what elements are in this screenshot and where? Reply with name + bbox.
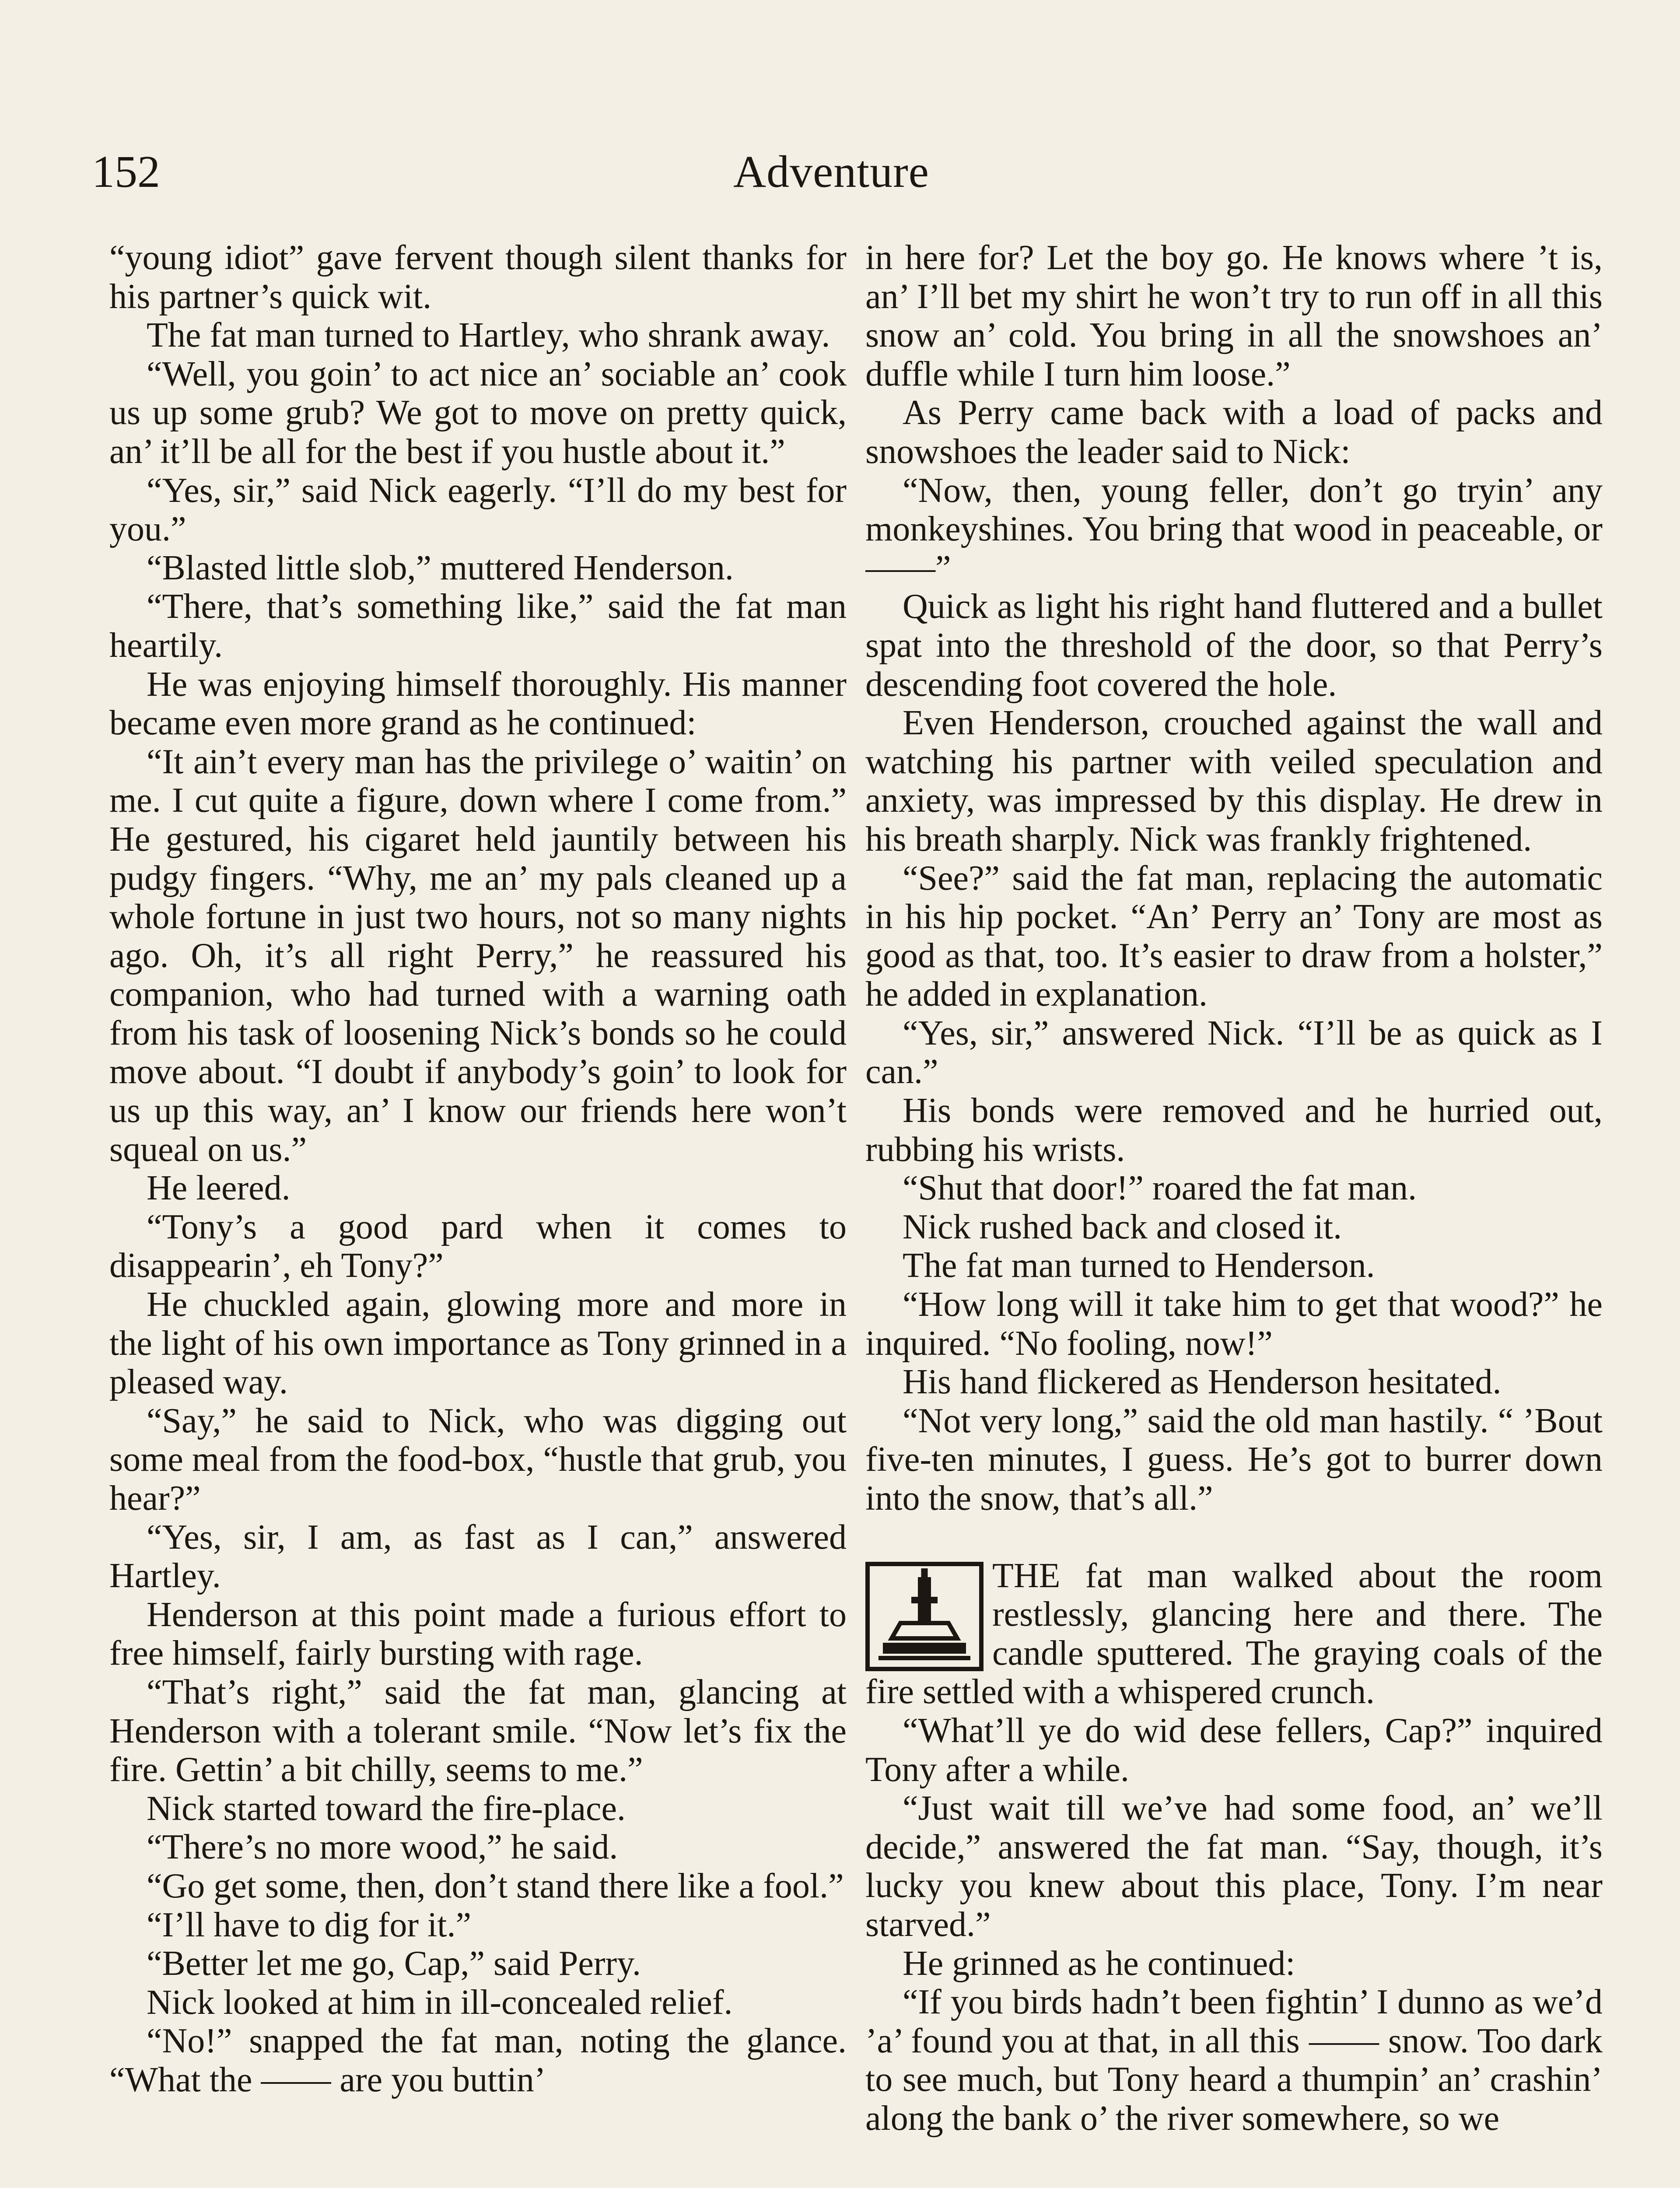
- paragraph-text: “Better let me go, Cap,” said Perry.: [147, 1944, 641, 1983]
- paragraph: [109, 2022, 847, 2099]
- paragraph: [865, 1246, 1603, 1285]
- paragraph-text: Nick rushed back and closed it.: [903, 1207, 1342, 1246]
- paragraph: [109, 549, 847, 588]
- paragraph-text: “Yes, sir,” said Nick eagerly. “I’ll do my best for you.”: [109, 471, 847, 549]
- paragraph: [109, 1983, 847, 2022]
- page-number: 152: [92, 147, 160, 197]
- paragraph-text: “Not very long,” said the old man hastily. “ ’Bout five-ten minutes, I guess. He’s got to burrer down into the snow, that’s all.”: [865, 1401, 1603, 1518]
- paragraph: [865, 1789, 1603, 1944]
- paragraph-text: “Say,” he said to Nick, who was digging out some meal from the food-box, “hustle that grub, you hear?”: [109, 1401, 847, 1518]
- paragraph-text: He was enjoying himself thoroughly. His manner became even more grand as he continued:: [109, 665, 847, 743]
- paragraph-text: He grinned as he continued:: [903, 1944, 1295, 1983]
- paragraph: [109, 1208, 847, 1285]
- paragraph-text: Henderson at this point made a furious effort to free himself, fairly bursting with rage.: [109, 1595, 847, 1673]
- paragraph: [865, 471, 1603, 588]
- paragraph: [109, 1595, 847, 1673]
- paragraph: [865, 238, 1603, 393]
- paragraph-text: Even Henderson, crouched against the wall and watching his partner with veiled speculation and anxiety, was impressed by this display. He drew in his breath sharply. Nick was frankly frightened.: [865, 704, 1603, 859]
- paragraph: [109, 1518, 847, 1595]
- paragraph-text: “Well, you goin’ to act nice an’ sociable an’ cook us up some grub? We got to move on pretty quick, an’ it’ll be all for the best if you hustle about it.”: [109, 354, 847, 471]
- paragraph-text: “There’s no more wood,” he said.: [147, 1828, 618, 1867]
- paragraph: [109, 1169, 847, 1208]
- paragraph-text: THE fat man walked about the room restlessly, glancing here and there. The candle sputtered. The graying coals of the fire settled with a whispered crunch.: [865, 1556, 1603, 1711]
- paragraph: [109, 355, 847, 471]
- paragraph-text: “Shut that door!” roared the fat man.: [903, 1169, 1417, 1208]
- paragraph: [865, 1208, 1603, 1247]
- paragraph-text: The fat man turned to Hartley, who shrank away.: [147, 316, 830, 355]
- paragraph: [109, 316, 847, 355]
- paragraph-text: in here for? Let the boy go. He knows where ’t is, an’ I’ll bet my shirt he won’t try to run off in all this snow an’ cold. You bring in all the snowshoes an’ duffle while I turn him loose.”: [865, 238, 1603, 393]
- paragraph-text: Nick looked at him in ill-concealed relief.: [147, 1983, 733, 2022]
- paragraph: [865, 1711, 1603, 1789]
- paragraph-text: “No!” snapped the fat man, noting the glance. “What the —— are you buttin’: [109, 2022, 847, 2099]
- paragraph: [109, 238, 847, 316]
- paragraph-text: “Just wait till we’ve had some food, an’ we’ll decide,” answered the fat man. “Say, though, it’s lucky you knew about this place, Tony. I’m near starved.”: [865, 1789, 1603, 1944]
- paragraph-text: “Blasted little slob,” muttered Henderson.: [147, 548, 734, 587]
- paragraph-text: “It ain’t every man has the privilege o’ waitin’ on me. I cut quite a figure, down where I come from.” He gestured, his cigaret held jauntily between his pudgy fingers. “Why, me an’ my pals cleaned up a whole fortune in just two hours, not so many nights ago. Oh, it’s all right Perry,” he reassured his companion, who had turned with a warning oath from his task of loosening Nick’s bonds so he could move about. “I doubt if anybody’s goin’ to look for us up this way, an’ I know our friends here won’t squeal on us.”: [109, 742, 847, 1169]
- paragraph-text: “Go get some, then, don’t stand there like a fool.”: [147, 1866, 844, 1905]
- paragraph: [109, 1944, 847, 1983]
- paragraph-text: “How long will it take him to get that wood?” he inquired. “No fooling, now!”: [865, 1285, 1603, 1363]
- section-break: [865, 1518, 1603, 1557]
- paragraph-text: “I’ll have to dig for it.”: [147, 1905, 471, 1944]
- paragraph-text: “Yes, sir,” answered Nick. “I’ll be as quick as I can.”: [865, 1013, 1603, 1091]
- paragraph: [109, 1867, 847, 1906]
- paragraph: [109, 1402, 847, 1518]
- paragraph: [865, 1285, 1603, 1363]
- paragraph: [109, 587, 847, 665]
- paragraph-text: His hand flickered as Henderson hesitated.: [903, 1363, 1502, 1402]
- paragraph: [865, 1014, 1603, 1091]
- paragraph-text: His bonds were removed and he hurried out, rubbing his wrists.: [865, 1091, 1603, 1169]
- paragraph: [865, 393, 1603, 471]
- paragraph: [865, 1402, 1603, 1518]
- paragraph: [865, 704, 1603, 859]
- candle-dropcap-icon: [865, 1562, 984, 1671]
- paragraph-text: “If you birds hadn’t been fightin’ I dunno as we’d ’a’ found you at that, in all this —— snow. Too dark to see much, but Tony heard a thumpin’ an’ crashin’ along the bank o’ the river somewhere, so we: [865, 1983, 1603, 2138]
- paragraph: [109, 471, 847, 549]
- paragraph-text: “What’ll ye do wid dese fellers, Cap?” inquired Tony after a while.: [865, 1711, 1603, 1789]
- magazine-title: Adventure: [733, 147, 929, 197]
- paragraph-text: “Tony’s a good pard when it comes to disappearin’, eh Tony?”: [109, 1207, 847, 1285]
- paragraph-text: Quick as light his right hand fluttered and a bullet spat into the threshold of the door, so that Perry’s descending foot covered the hole.: [865, 587, 1603, 704]
- paragraph-text: “young idiot” gave fervent though silent thanks for his partner’s quick wit.: [109, 238, 847, 316]
- paragraph: [865, 1557, 1603, 1711]
- paragraph-text: “There, that’s something like,” said the fat man heartily.: [109, 587, 847, 665]
- paragraph-text: “Yes, sir, I am, as fast as I can,” answered Hartley.: [109, 1518, 847, 1595]
- paragraph: [865, 1091, 1603, 1169]
- paragraph: [865, 1944, 1603, 1983]
- paragraph: [865, 1983, 1603, 2138]
- paragraph-text: Nick started toward the fire-place.: [147, 1789, 626, 1828]
- paragraph-text: He leered.: [147, 1169, 290, 1208]
- paragraph: [109, 1673, 847, 1789]
- paragraph: [865, 1169, 1603, 1208]
- paragraph: [865, 1363, 1603, 1402]
- right-column: [865, 238, 1603, 2188]
- paragraph: [109, 665, 847, 743]
- paragraph: [109, 1789, 847, 1828]
- page-header: [92, 139, 1571, 205]
- paragraph-text: As Perry came back with a load of packs and snowshoes the leader said to Nick:: [865, 393, 1603, 471]
- paragraph-text: He chuckled again, glowing more and more in the light of his own importance as Tony grinned in a pleased way.: [109, 1285, 847, 1402]
- paragraph: [109, 743, 847, 1169]
- paragraph-text: “See?” said the fat man, replacing the automatic in his hip pocket. “An’ Perry an’ Tony are most as good as that, too. It’s easier to draw from a holster,” he added in explanation.: [865, 859, 1603, 1014]
- paragraph-text: “Now, then, young feller, don’t go tryin’ any monkeyshines. You bring that wood in peaceable, or——”: [865, 471, 1603, 587]
- paragraph: [109, 1285, 847, 1402]
- left-column: [109, 238, 847, 2188]
- paragraph-text: “That’s right,” said the fat man, glancing at Henderson with a tolerant smile. “Now let’s fix the fire. Gettin’ a bit chilly, seems to me.”: [109, 1673, 847, 1789]
- paragraph: [865, 859, 1603, 1014]
- paragraph: [109, 1906, 847, 1945]
- paragraph: [865, 587, 1603, 704]
- paragraph: [109, 1828, 847, 1867]
- paragraph-text: The fat man turned to Henderson.: [903, 1246, 1375, 1285]
